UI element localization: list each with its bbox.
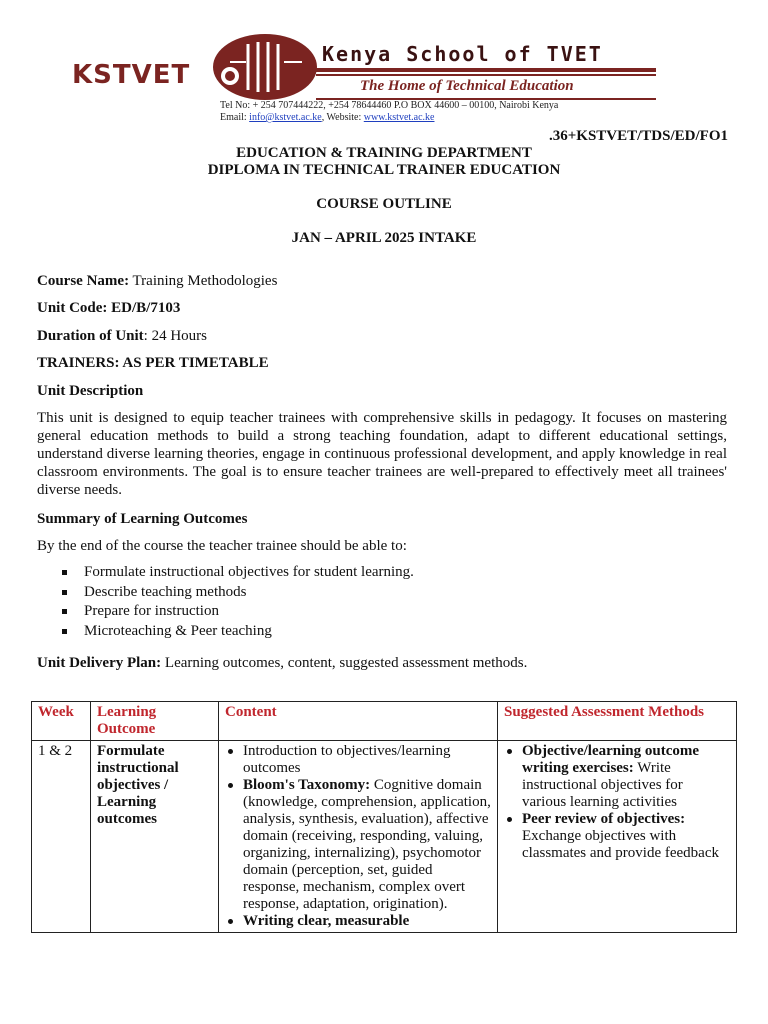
square-bullet-icon xyxy=(62,609,67,614)
outcomes-heading xyxy=(37,510,727,528)
bullet-icon xyxy=(507,817,512,822)
outcomes-heading-text: Summary of Learning Outcomes xyxy=(37,511,248,527)
week-cell: 1 & 2 xyxy=(32,741,91,933)
letterhead xyxy=(60,30,700,122)
email-link[interactable]: info@kstvet.ac.ke xyxy=(249,112,322,123)
content-text: Introduction to objectives/learning outcomes xyxy=(243,743,451,776)
list-item xyxy=(225,743,491,777)
unit-duration xyxy=(37,327,727,345)
bullet-icon xyxy=(507,749,512,754)
content-text: Cognitive domain (knowledge, comprehension, application, analysis, synthesis, evaluation), affective domain (receiving, responding, valuing, organizing, internalizing), psychomotor domain (perception, set, guided response, mechanism, complex overt response, adaptation, origination). xyxy=(243,777,491,912)
delivery-text: Learning outcomes, content, suggested assessment methods. xyxy=(164,655,528,671)
square-bullet-icon xyxy=(62,590,67,595)
school-tagline: The Home of Technical Education xyxy=(360,78,574,94)
kstvet-logo-text: KSTVET xyxy=(72,60,191,90)
bullet-icon xyxy=(228,749,233,754)
document-title: COURSE OUTLINE xyxy=(316,196,452,212)
header-assessment: Suggested Assessment Methods xyxy=(498,702,737,741)
kstvet-emblem-icon xyxy=(210,32,320,102)
list-item xyxy=(504,811,730,862)
delivery-plan-table xyxy=(31,701,737,933)
outcome-text: Describe teaching methods xyxy=(84,583,247,600)
assessment-bold: Peer review of objectives: xyxy=(522,811,686,827)
square-bullet-icon xyxy=(62,570,67,575)
delivery-label: Unit Delivery Plan: xyxy=(37,655,162,671)
bullet-icon xyxy=(228,919,233,924)
contact-email-web xyxy=(220,112,558,124)
bullet-icon xyxy=(228,783,233,788)
description-text: This unit is designed to equip teacher trainees with comprehensive skills in pedagogy. It focuses on mastering general education methods to build a strong teaching foundation, adapt to different educational settings, understand diverse learning theories, engage in continuous professional development, and apply knowledge in real classroom environments. The goal is to ensure teacher trainees are well-prepared to effectively meet all trainees' diverse needs. xyxy=(37,410,727,498)
email-label: Email: xyxy=(220,112,247,123)
outcome-text: Microteaching & Peer teaching xyxy=(84,622,272,639)
list-item xyxy=(37,583,727,603)
document-code: .36+KSTVET/TDS/ED/FO1 xyxy=(548,128,728,144)
trainers-text: TRAINERS: AS PER TIMETABLE xyxy=(37,355,269,371)
content-cell xyxy=(219,741,498,933)
course-name-label: Course Name: xyxy=(37,273,130,289)
header-week: Week xyxy=(32,702,91,741)
assessment-list xyxy=(504,743,730,862)
description-heading xyxy=(37,382,727,400)
delivery-plan xyxy=(37,654,727,672)
department-heading: EDUCATION & TRAINING DEPARTMENT xyxy=(236,145,532,161)
letterhead-rule xyxy=(316,74,656,76)
trainers xyxy=(37,354,727,372)
list-item xyxy=(225,777,491,913)
outcome-text: Prepare for instruction xyxy=(84,603,219,619)
table-header-row xyxy=(32,702,737,741)
list-item xyxy=(225,913,491,930)
content-list xyxy=(225,743,491,930)
contact-phone-address: Tel No: + 254 707444222, +254 78644460 P.O BOX 44600 – 00100, Nairobi Kenya xyxy=(220,100,559,111)
outcome-text: Formulate instructional objectives for student learning. xyxy=(84,564,414,580)
course-name-value: Training Methodologies xyxy=(132,273,278,289)
square-bullet-icon xyxy=(62,629,67,634)
list-item xyxy=(37,622,727,642)
outcome-cell-text: Formulate instructional objectives / Learning outcomes xyxy=(97,743,179,827)
letterhead-rule xyxy=(316,68,656,72)
assessment-text: Exchange objectives with classmates and provide feedback xyxy=(522,828,719,861)
assessment-cell xyxy=(498,741,737,933)
website-label: , Website: xyxy=(321,112,362,123)
school-name: Kenya School of TVET xyxy=(322,42,603,66)
header-content: Content xyxy=(219,702,498,741)
header-learning-outcome: Learning Outcome xyxy=(91,702,219,741)
duration-value: : 24 Hours xyxy=(143,328,208,344)
content-bold: Writing clear, measurable xyxy=(243,913,410,929)
programme-heading: DIPLOMA IN TECHNICAL TRAINER EDUCATION xyxy=(207,162,561,178)
outcome-cell xyxy=(91,741,219,933)
assessment-text: Write instructional objectives for various learning activities xyxy=(522,760,683,810)
duration-label: Duration of Unit xyxy=(37,328,144,344)
outcomes-intro: By the end of the course the teacher trainee should be able to: xyxy=(37,538,407,554)
list-item xyxy=(37,563,727,583)
table-row xyxy=(32,741,737,933)
description-heading-text: Unit Description xyxy=(37,383,144,399)
unit-code-text: Unit Code: ED/B/7103 xyxy=(37,300,181,316)
assessment-bold: Objective/learning outcome writing exercises: xyxy=(522,743,700,776)
unit-code xyxy=(37,299,727,317)
list-item xyxy=(504,743,730,811)
course-name xyxy=(37,272,727,290)
website-link[interactable]: www.kstvet.ac.ke xyxy=(363,112,435,123)
intake-heading: JAN – APRIL 2025 INTAKE xyxy=(291,230,477,246)
contact-block xyxy=(220,100,558,124)
outcomes-list xyxy=(37,563,727,641)
list-item xyxy=(37,602,727,622)
content-bold: Bloom's Taxonomy: xyxy=(243,777,371,793)
